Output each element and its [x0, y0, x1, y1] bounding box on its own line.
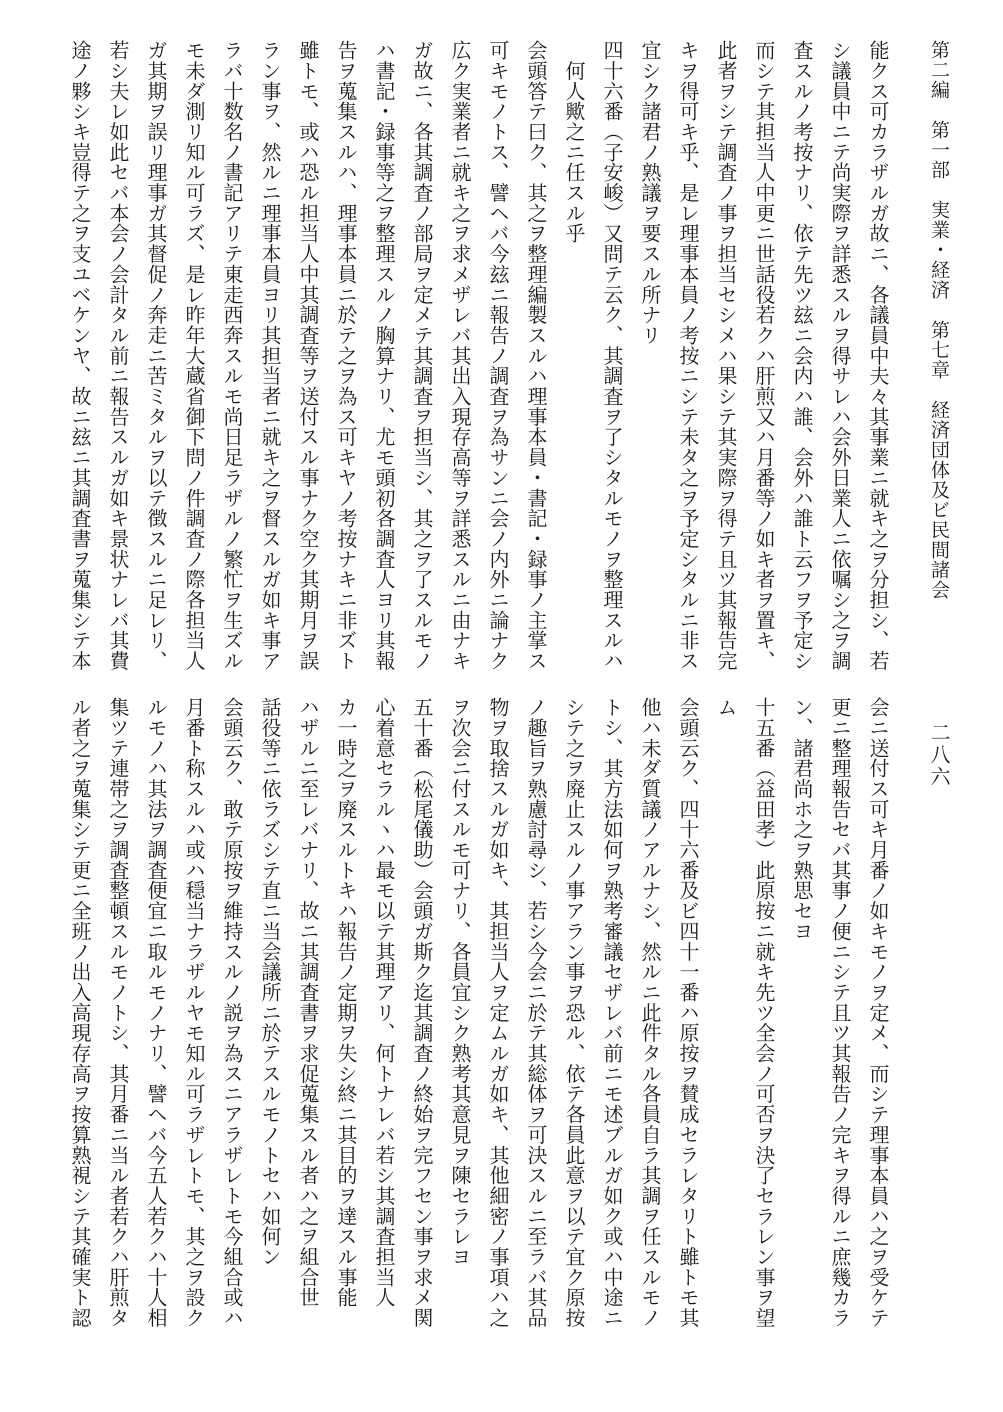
- upper-text-block: [62, 40, 898, 680]
- text-column: モ未ダ測リ知ル可ラズ、是レ昨年大蔵省御下問ノ件調査ノ際各担当人: [182, 40, 206, 671]
- page-number: 二八六: [927, 722, 951, 788]
- text-column: 査スルノ考按ナリ、依テ先ツ玆ニ会内ハ誰、会外ハ誰ト云フヲ予定シ: [790, 40, 814, 671]
- text-column: ハザルニ至レバナリ、故ニ其調査書ヲ求促蒐集スル者ハ之ヲ組合世: [296, 697, 320, 1308]
- text-column: 月番ト称スルハ或ハ穏当ナラザルヤモ知ル可ラザレトモ、其之ヲ設ク: [182, 697, 206, 1328]
- text-column: キヲ得可キ乎、是レ理事本員ノ考按ニシテ未タ之ヲ予定シタルニ非ス: [676, 40, 700, 671]
- text-column: 集ツテ連帯之ヲ調査整頓スルモノトシ、其月番ニ当ル者若クハ肝煎タ: [106, 697, 130, 1328]
- text-column: トシ、其方法如何ヲ熟考審議セザレバ前ニモ述ブルガ如ク或ハ中途ニ: [600, 697, 624, 1328]
- text-column: ルモノハ其法ヲ調査便宜ニ取ルモノナリ、譬ヘバ今五人若クハ十人相: [144, 697, 168, 1328]
- text-column: 心着意セラルヽハ最モ以テ其理アリ、何トナレバ若シ其調査担当人: [372, 697, 396, 1308]
- text-column: ガ其期ヲ誤リ理事ガ其督促ノ奔走ニ苦ミタルヲ以テ徴スルニ足レリ、: [144, 40, 168, 671]
- text-column: 途ノ夥シキ豈得テ之ヲ支ユベケンヤ、故ニ玆ニ其調査書ヲ蒐集シテ本: [68, 40, 92, 671]
- text-column: 告ヲ蒐集スルハ、理事本員ニ於テ之ヲ為ス可キヤノ考按ナキニ非ズト: [334, 40, 358, 671]
- lower-text-block: [62, 697, 898, 1362]
- text-column: 而シテ其担当人中更ニ世話役若クハ肝煎又ハ月番等ノ如キ者ヲ置キ、: [752, 40, 776, 671]
- text-column: ラン事ヲ、然ルニ理事本員ヨリ其担当者ニ就キ之ヲ督スルガ如キ事ア: [258, 40, 282, 671]
- text-column: カ一時之ヲ廃スルトキハ報告ノ定期ヲ失シ終ニ其目的ヲ達スル事能: [334, 697, 358, 1308]
- running-header: 第二編 第一部 実業・経済 第七章 経済団体及ビ民間諸会: [928, 40, 950, 600]
- text-column: 会頭答テ曰ク、其之ヲ整理編製スルハ理事本員・書記・録事ノ主掌ス: [524, 40, 548, 671]
- text-column: ヲ次会ニ付スルモ可ナリ、各員宜シク熟考其意見ヲ陳セラレヨ: [448, 697, 472, 1267]
- text-column: ル者之ヲ蒐集シテ更ニ全班ノ出入高現存高ヲ按算熟視シテ其確実ト認: [68, 697, 92, 1328]
- text-column: 雖トモ、或ハ恐ル担当人中其調査等ヲ送付スル事ナク空ク其期月ヲ誤: [296, 40, 320, 671]
- text-column: 更ニ整理報告セバ其事ノ便ニシテ且ツ其報告ノ完キヲ得ルニ庶幾カラ: [828, 697, 852, 1328]
- text-column: 話役等ニ依ラズシテ直ニ当会議所ニ於テスルモノトセハ如何ン: [258, 697, 282, 1267]
- text-column: ガ故ニ、各其調査ノ部局ヲ定メテ其調査ヲ担当シ、其之ヲ了スルモノ: [410, 40, 434, 671]
- text-column: 五十番（松尾儀助）会頭ガ斯ク迄其調査ノ終始ヲ完フセン事ヲ求メ関: [410, 697, 434, 1328]
- text-column: 十五番（益田孝）此原按ニ就キ先ツ全会ノ可否ヲ決了セラレン事ヲ望: [752, 697, 776, 1328]
- text-column: 可キモノトス、譬ヘバ今玆ニ報告ノ調査ヲ為サンニ会ノ内外ニ論ナク: [486, 40, 510, 671]
- text-column: 能クス可カラザルガ故ニ、各議員中夫々其事業ニ就キ之ヲ分担シ、若: [866, 40, 890, 671]
- text-column: 広ク実業者ニ就キ之ヲ求メザレバ其出入現存高等ヲ詳悉スルニ由ナキ: [448, 40, 472, 671]
- text-column: 他ハ未ダ質議ノアルナシ、然ルニ此件タル各員自ラ其調ヲ任スルモノ: [638, 697, 662, 1328]
- text-column: 宜シク諸君ノ熟議ヲ要スル所ナリ: [638, 40, 662, 346]
- text-column: 此者ヲシテ調査ノ事ヲ担当セシメハ果シテ其実際ヲ得テ且ツ其報告完: [714, 40, 738, 671]
- text-column: シ議員中ニテ尚実際ヲ詳悉スルヲ得サレハ会外日業人ニ依嘱シ之ヲ調: [828, 40, 852, 671]
- text-column: ハ書記・録事等之ヲ整理スルノ胸算ナリ、尤モ頭初各調査人ヨリ其報: [372, 40, 396, 671]
- text-column: ラバ十数名ノ書記アリテ東走西奔スルモ尚日足ラザルノ繁忙ヲ生ズル: [220, 40, 244, 671]
- text-column: 会頭云ク、四十六番及ビ四十一番ハ原按ヲ賛成セラレタリト雖トモ其: [676, 697, 700, 1328]
- text-column: 物ヲ取捨スルガ如キ、其担当人ヲ定ムルガ如キ、其他細密ノ事項ハ之: [486, 697, 510, 1328]
- text-column: シテ之ヲ廃止スルノ事アラン事ヲ恐ル、依テ各員此意ヲ以テ宜ク原按: [562, 697, 586, 1328]
- text-column: 若シ夫レ如此セバ本会ノ会計タル前ニ報告スルガ如キ景状ナレバ其費: [106, 40, 130, 671]
- text-column: 会ニ送付ス可キ月番ノ如キモノヲ定メ、而シテ理事本員ハ之ヲ受ケテ: [866, 697, 890, 1328]
- text-column: ノ趣旨ヲ熟慮討尋シ、若シ今会ニ於テ其総体ヲ可決スルニ至ラバ其品: [524, 697, 548, 1328]
- text-column: ン、諸君尚ホ之ヲ熟思セヨ: [790, 697, 814, 942]
- text-column: ム: [714, 697, 738, 718]
- text-column: 会頭云ク、敢テ原按ヲ維持スルノ説ヲ為スニアラザレトモ今組合或ハ: [220, 697, 244, 1328]
- text-column: 四十六番（子安峻）又問テ云ク、其調査ヲ了シタルモノヲ整理スルハ: [600, 40, 624, 671]
- text-column: 何人歟之ニ任スル乎: [562, 40, 586, 244]
